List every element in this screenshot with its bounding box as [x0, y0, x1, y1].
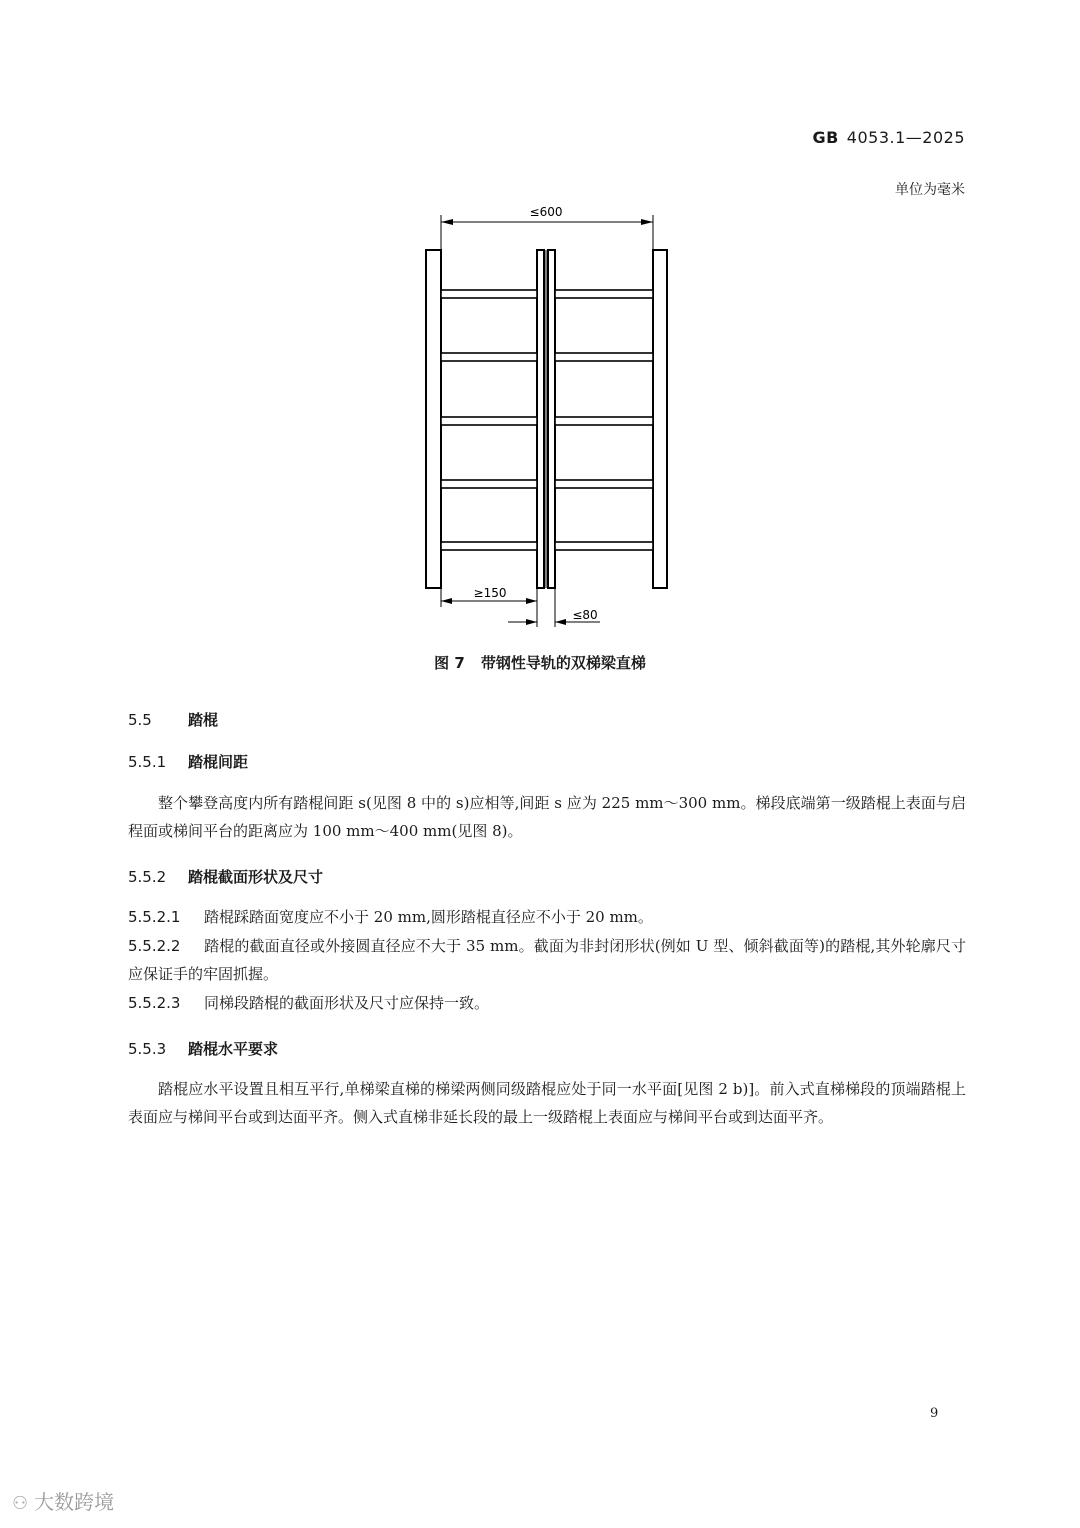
rung	[555, 542, 653, 550]
watermark-logo-icon: ⚇	[12, 1493, 29, 1514]
unit-note: 单位为毫米	[895, 182, 965, 198]
section-number: 5.5	[128, 711, 152, 729]
rung	[555, 290, 653, 298]
clause-5-5-2-1	[128, 903, 966, 931]
right-outer-rail	[653, 250, 667, 588]
clause-number: 5.5.2.3	[128, 994, 181, 1012]
rung	[441, 542, 537, 550]
rung	[441, 480, 537, 488]
figure-number: 图 7	[434, 654, 465, 672]
figure-caption	[0, 652, 1080, 673]
clause-text: 同梯段踏棍的截面形状及尺寸应保持一致。	[204, 994, 490, 1012]
section-number: 5.5.3	[128, 1040, 167, 1058]
left-outer-rail	[426, 250, 441, 588]
section-number: 5.5.2	[128, 868, 167, 886]
section-heading-5-5-2	[128, 866, 323, 887]
dim-label-clearance: ≥150	[473, 586, 507, 600]
clause-text: 踏棍的截面直径或外接圆直径应不大于 35 mm。截面为非封闭形状(例如 U 型、倾斜截面等)的踏棍,其外轮廓尺寸应保证手的牢固抓握。	[128, 937, 966, 983]
clause-number: 5.5.2.2	[128, 937, 181, 955]
paragraph-5-5-1: 整个攀登高度内所有踏棍间距 s(见图 8 中的 s)应相等,间距 s 应为 225 mm～300 mm。梯段底端第一级踏棍上表面与启程面或梯间平台的距离应为 100 mm～400 mm(见图 8)。	[128, 794, 966, 840]
section-title: 踏棍间距	[188, 753, 249, 771]
clause-number: 5.5.2.1	[128, 908, 181, 926]
dim-arrow-left	[441, 219, 453, 225]
section-heading-5-5-1	[128, 751, 248, 772]
standard-code: 4053.1—2025	[846, 128, 965, 147]
dim-arrow	[441, 598, 452, 604]
section-heading-5-5-3	[128, 1038, 278, 1059]
center-rail-right	[548, 250, 555, 588]
rung	[441, 353, 537, 361]
page-number: 9	[930, 1406, 939, 1421]
dim-arrow-right	[641, 219, 653, 225]
rung	[441, 417, 537, 425]
center-rail-left	[537, 250, 544, 588]
rung	[555, 417, 653, 425]
section-title: 踏棍水平要求	[188, 1040, 279, 1058]
dim-label-guide: ≤80	[572, 608, 598, 622]
clause-5-5-2-3	[128, 989, 966, 1017]
dim-arrow	[555, 619, 566, 625]
section-heading-5-5	[128, 709, 218, 730]
section-number: 5.5.1	[128, 753, 167, 771]
ladder-figure	[0, 195, 1080, 645]
rungs-right	[555, 290, 653, 550]
rung	[555, 480, 653, 488]
dim-arrow	[526, 598, 537, 604]
standard-number	[812, 128, 965, 147]
rung	[555, 353, 653, 361]
watermark-text: 大数跨境	[34, 1490, 115, 1514]
figure-title: 带钢性导轨的双梯梁直梯	[480, 654, 646, 672]
rungs-left	[441, 290, 537, 550]
section-title: 踏棍截面形状及尺寸	[188, 868, 324, 886]
watermark	[12, 1486, 114, 1515]
clause-text: 踏棍踩踏面宽度应不小于 20 mm,圆形踏棍直径应不小于 20 mm。	[204, 908, 653, 926]
clause-5-5-2-2	[128, 932, 966, 988]
standard-prefix: GB	[812, 128, 839, 147]
dim-arrow	[526, 619, 537, 625]
rung	[441, 290, 537, 298]
dim-label-width: ≤600	[529, 205, 563, 219]
section-title: 踏棍	[188, 711, 219, 729]
paragraph-5-5-3: 踏棍应水平设置且相互平行,单梯梁直梯的梯梁两侧同级踏棍应处于同一水平面[见图 2 b)]。前入式直梯梯段的顶端踏棍上表面应与梯间平台或到达面平齐。侧入式直梯非延长段的最上一级踏棍上表面应与梯间平台或到达面平齐。	[128, 1080, 966, 1126]
